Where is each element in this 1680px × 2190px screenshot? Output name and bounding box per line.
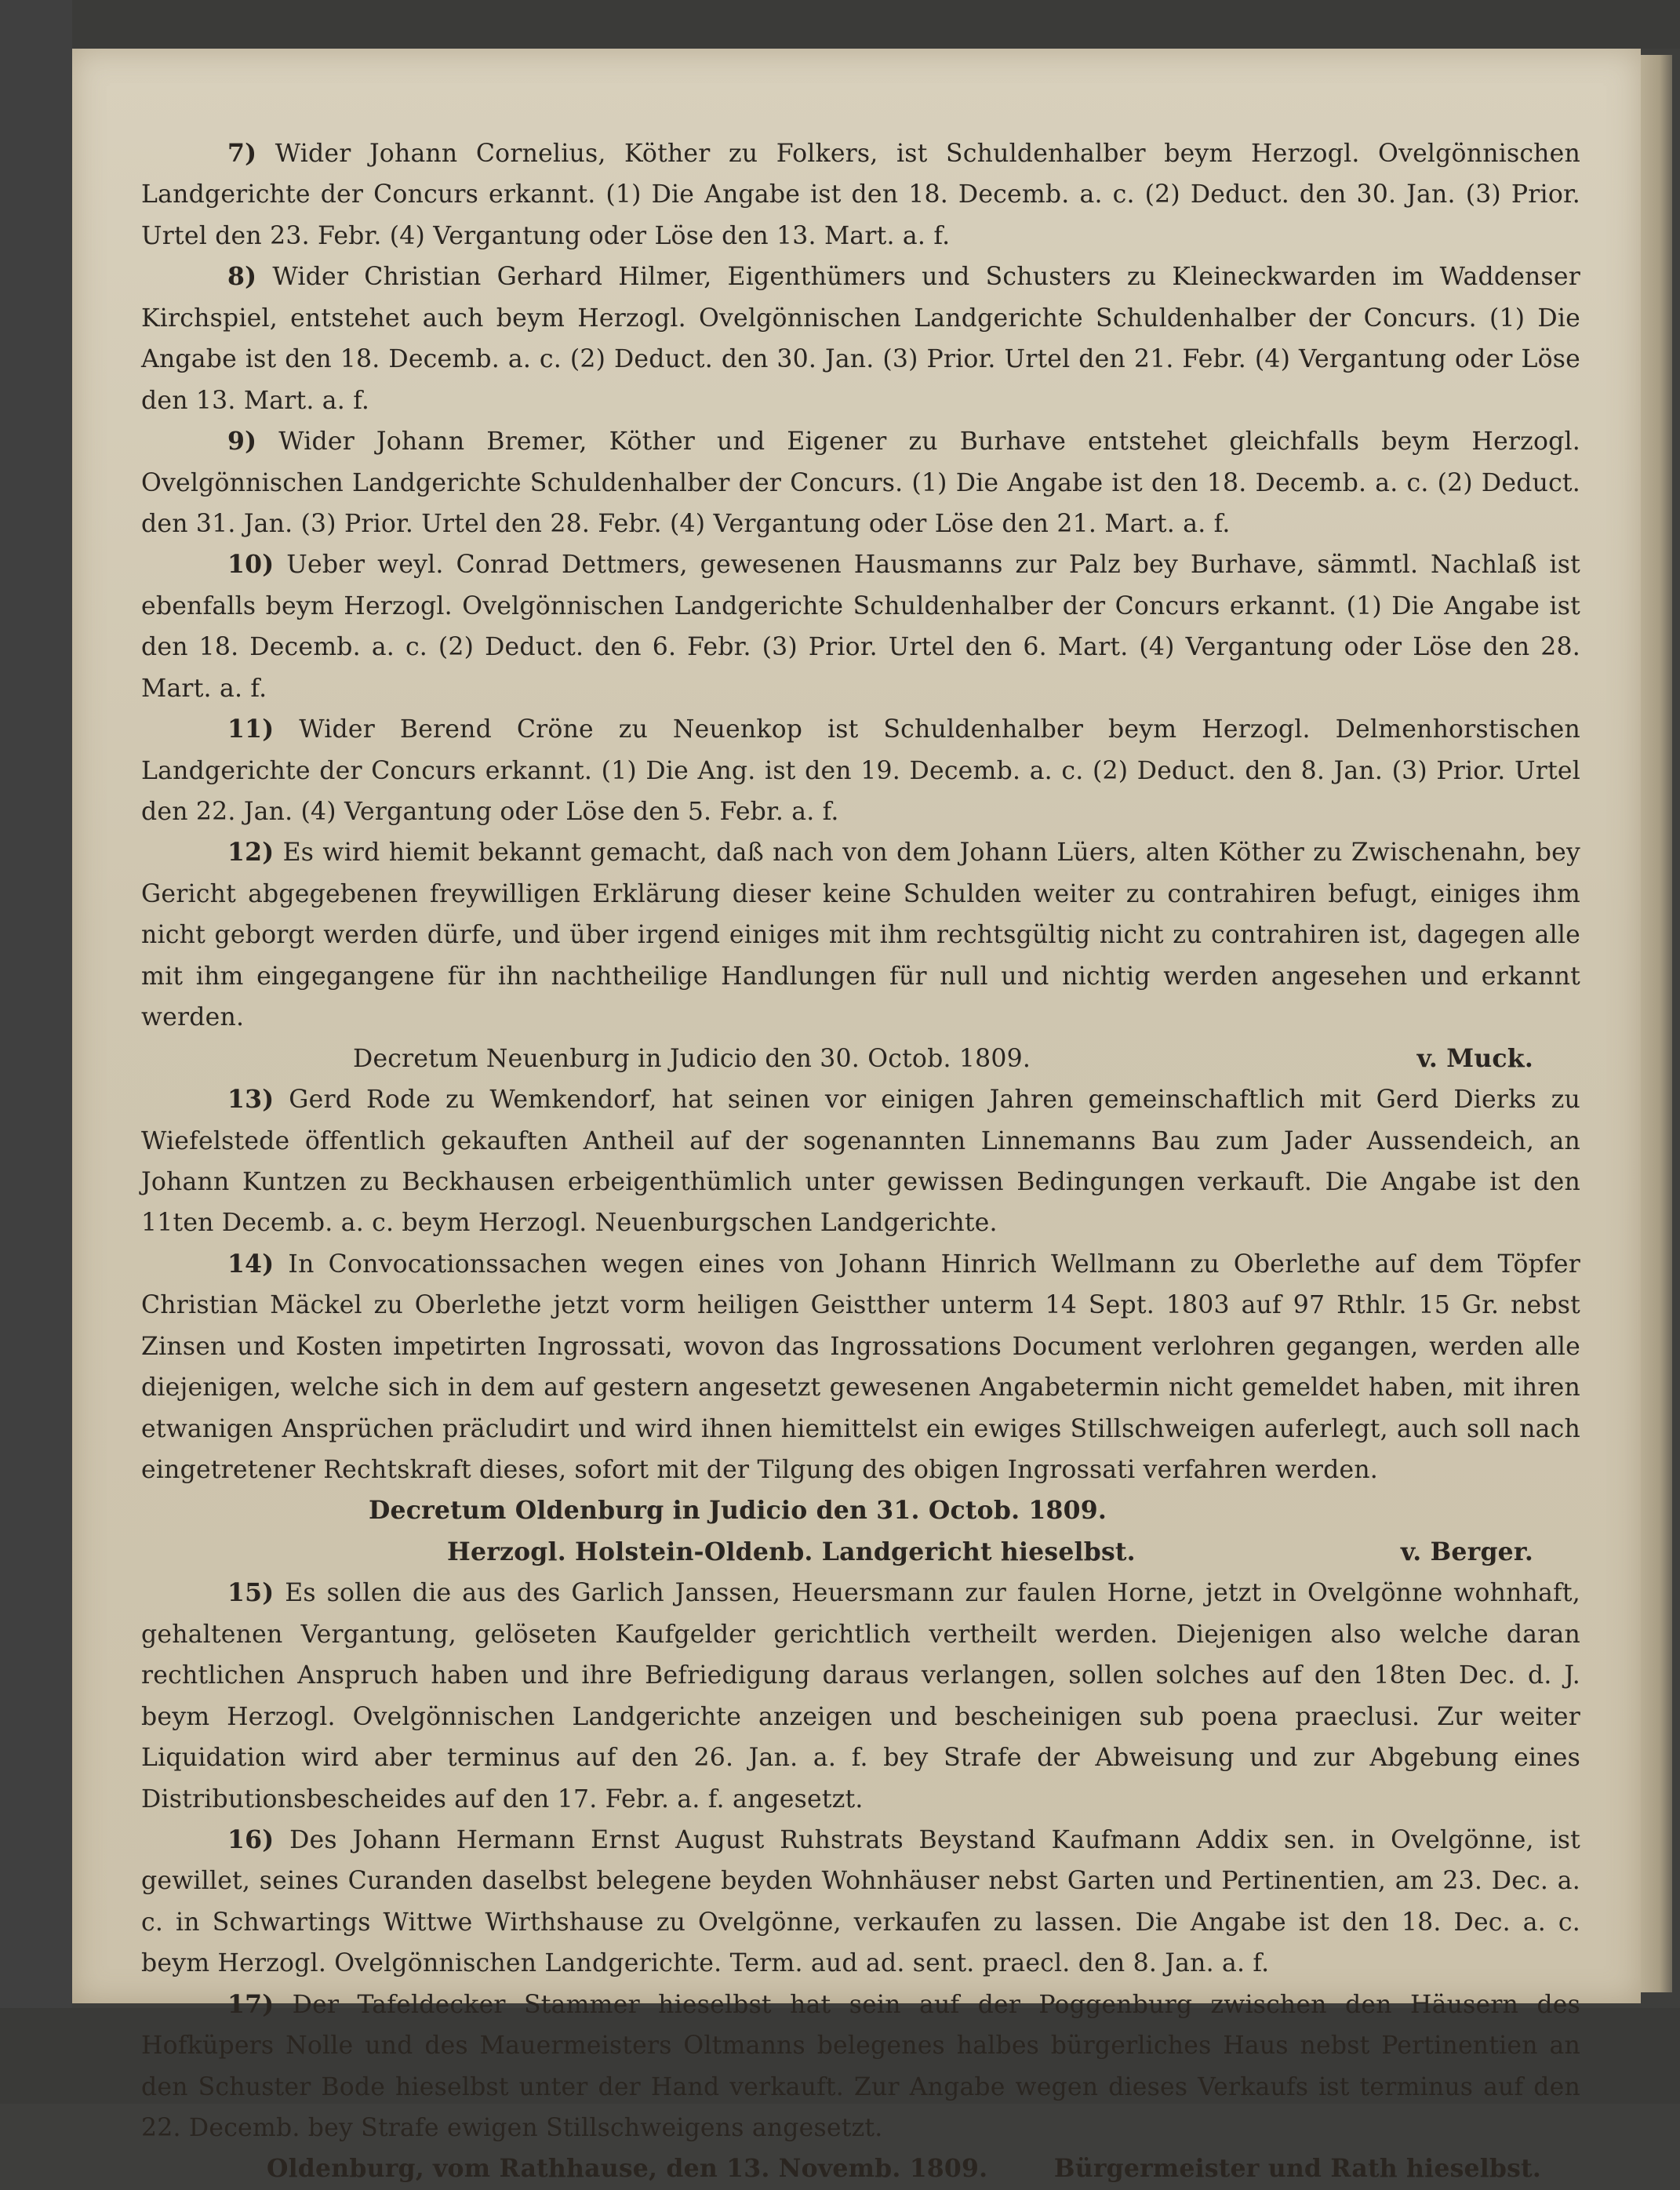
entry-text: Es wird hiemit bekannt gemacht, daß nach von dem Johann Lüers, alten Köther zu Zwischenahn, bey Gericht abgegebenen freywilligen Erklärung dieser keine Schulden weiter zu contrahiren befugt, einiges ihm nicht geborgt werden dürfe, und über irgend einiges mit ihm rechtsgültig nicht zu contrahiren ist, dagegen alle mit ihm eingegangene für ihn nachtheilige Handlungen für null und nichtig werden angesehen und erkannt werden. bbox=[141, 839, 1580, 1032]
notice-entry-17 bbox=[141, 1984, 1580, 2149]
entry-number: 8) bbox=[227, 262, 257, 292]
entry-text: Gerd Rode zu Wemkendorf, hat seinen vor einigen Jahren gemeinschaftlich mit Gerd Dierks zu Wiefelstede öffentlich gekauften Antheil auf der sogenannten Linnemanns Bau zum Jader Aussendeich, an Johann Kuntzen zu Beckhausen erbeigenthümlich unter gewissen Bedingungen verkauft. Die Angabe ist den 11ten Decemb. a. c. beym Herzogl. Neuenburgschen Landgerichte. bbox=[141, 1086, 1580, 1238]
decree-text: Decretum Oldenburg in Judicio den 31. Octob. 1809. bbox=[369, 1496, 1107, 1526]
entry-number: 17) bbox=[227, 1989, 275, 2019]
notice-entry-10 bbox=[141, 544, 1580, 709]
notice-entry-8 bbox=[141, 256, 1580, 421]
entry-number: 7) bbox=[227, 139, 257, 168]
scan-backdrop-top bbox=[0, 0, 1680, 49]
court-name: Herzogl. Holstein-Oldenb. Landgericht hieselbst. bbox=[447, 1537, 1136, 1566]
notice-entry-14 bbox=[141, 1244, 1580, 1491]
court-signature-row bbox=[141, 1532, 1580, 1573]
decree-text: Decretum Neuenburg in Judicio den 30. Octob. 1809. bbox=[353, 1044, 1031, 1073]
entry-number: 15) bbox=[227, 1578, 275, 1608]
entry-text: Es sollen die aus des Garlich Janssen, Heuersmann zur faulen Horne, jetzt in Ovelgönne wohnhaft, gehaltenen Vergantung, gelöseten Kaufgelder gerichtlich vertheilt werden. Diejenigen also welche daran rechtlichen Anspruch haben und ihre Befriedigung daraus verlangen, sollen solches auf den 18ten Dec. d. J. beym Herzogl. Ovelgönnischen Landgerichte anzeigen und bescheinigen sub poena praeclusi. Zur weiter Liquidation wird aber terminus auf den 26. Jan. a. f. bey Strafe der Abweisung und zur Abgebung eines Distributionsbescheides auf den 17. Febr. a. f. angesetzt. bbox=[141, 1579, 1580, 1813]
notice-entry-7 bbox=[141, 133, 1580, 256]
entry-text: Wider Christian Gerhard Hilmer, Eigenthümers und Schusters zu Kleineckwarden im Waddenser Kirchspiel, entstehet auch beym Herzogl. Ovelgönnischen Landgerichte Schuldenhalber der Concurs. (1) Die Angabe ist den 18. Decemb. a. c. (2) Deduct. den 30. Jan. (3) Prior. Urtel den 21. Febr. (4) Vergantung oder Löse den 13. Mart. a. f. bbox=[141, 263, 1581, 415]
entry-text: Ueber weyl. Conrad Dettmers, gewesenen Hausmanns zur Palz bey Burhave, sämmtl. Nachlaß ist ebenfalls beym Herzogl. Ovelgönnischen Landgerichte Schuldenhalber der Concurs erkannt. (1) Die Angabe ist den 18. Decemb. a. c. (2) Deduct. den 6. Febr. (3) Prior. Urtel den 6. Mart. (4) Vergantung oder Löse den 28. Mart. a. f. bbox=[141, 551, 1580, 703]
notice-entry-15 bbox=[141, 1573, 1580, 1820]
closing-place-date: Oldenburg, vom Rathhause, den 13. Novemb. 1809. bbox=[267, 2154, 988, 2184]
court-signature: v. Berger. bbox=[1400, 1537, 1533, 1566]
notice-entry-16 bbox=[141, 1820, 1580, 1984]
closing-signature: Bürgermeister und Rath hieselbst. bbox=[1053, 2154, 1541, 2184]
decree-signature: v. Muck. bbox=[1416, 1043, 1533, 1073]
notice-entry-12 bbox=[141, 832, 1580, 1038]
notice-entry-11 bbox=[141, 709, 1580, 832]
entry-number: 13) bbox=[227, 1085, 275, 1115]
entry-number: 11) bbox=[227, 715, 275, 744]
entry-text: Des Johann Hermann Ernst August Ruhstrats Beystand Kaufmann Addix sen. in Ovelgönne, ist gewillet, seines Curanden daselbst belegene beyden Wohnhäuser nebst Garten und Pertinentien, am 23. Dec. a. c. in Schwartings Wittwe Wirthshause zu Ovelgönne, verkaufen zu lassen. Die Angabe ist den 18. Dec. a. c. beym Herzogl. Ovelgönnischen Landgerichte. Term. aud ad. sent. praecl. den 8. Jan. a. f. bbox=[141, 1825, 1580, 1978]
entry-text: In Convocationssachen wegen eines von Johann Hinrich Wellmann zu Oberlethe auf dem Töpfer Christian Mäckel zu Oberlethe jetzt vorm heiligen Geistther unterm 14 Sept. 1803 auf 97 Rthlr. 15 Gr. nebst Zinsen und Kosten impetirten Ingrossati, wovon das Ingrossations Document verlohren gegangen, werden alle diejenigen, welche sich in dem auf gestern angesetzt gewesenen Angabetermin nicht gemeldet haben, mit ihren etwanigen Ansprüchen präcludirt und wird ihnen hiemittelst ein ewiges Stillschweigen auferlegt, auch soll nach eingetretener Rechtskraft dieses, sofort mit der Tilgung des obigen Ingrossati verfahren werden. bbox=[141, 1250, 1580, 1484]
entry-number: 10) bbox=[227, 550, 275, 580]
entry-text: Wider Berend Cröne zu Neuenkop ist Schuldenhalber beym Herzogl. Delmenhorstischen Landgerichte der Concurs erkannt. (1) Die Ang. ist den 19. Decemb. a. c. (2) Deduct. den 8. Jan. (3) Prior. Urtel den 22. Jan. (4) Vergantung oder Löse den 5. Febr. a. f. bbox=[141, 715, 1580, 826]
entry-number: 12) bbox=[227, 838, 275, 868]
scan-backdrop-left bbox=[0, 0, 72, 2104]
entry-number: 9) bbox=[227, 427, 257, 457]
entry-text: Wider Johann Bremer, Köther und Eigener zu Burhave entstehet gleichfalls beym Herzogl. Ovelgönnischen Landgerichte Schuldenhalber der Concurs. (1) Die Angabe ist den 18. Decemb. a. c. (2) Deduct. den 31. Jan. (3) Prior. Urtel den 28. Febr. (4) Vergantung oder Löse den 21. Mart. a. f. bbox=[141, 427, 1580, 538]
decree-neuenburg bbox=[141, 1039, 1580, 1079]
notice-text bbox=[141, 133, 1580, 2190]
notice-entry-13 bbox=[141, 1079, 1580, 1244]
entry-text: Der Tafeldecker Stammer hieselbst hat sein auf der Poggenburg zwischen den Häusern des Hofküpers Nolle und des Mauermeisters Oltmanns belegenes halbes bürgerliches Haus nebst Pertinentien an den Schuster Bode hieselbst unter der Hand verkauft. Zur Angabe wegen dieses Verkaufs ist terminus auf den 22. Decemb. bey Strafe ewigen Stillschweigens angesetzt. bbox=[141, 1990, 1580, 2142]
entry-text: Wider Johann Cornelius, Köther zu Folkers, ist Schuldenhalber beym Herzogl. Ovelgönnischen Landgerichte der Concurs erkannt. (1) Die Angabe ist den 18. Decemb. a. c. (2) Deduct. den 30. Jan. (3) Prior. Urtel den 23. Febr. (4) Vergantung oder Löse den 13. Mart. a. f. bbox=[141, 140, 1580, 250]
notice-entry-9 bbox=[141, 421, 1580, 544]
decree-oldenburg bbox=[141, 1490, 1580, 1531]
entry-number: 14) bbox=[227, 1249, 275, 1279]
entry-number: 16) bbox=[227, 1824, 275, 1854]
page-edge bbox=[1641, 55, 1672, 1992]
closing-row bbox=[141, 2148, 1580, 2189]
